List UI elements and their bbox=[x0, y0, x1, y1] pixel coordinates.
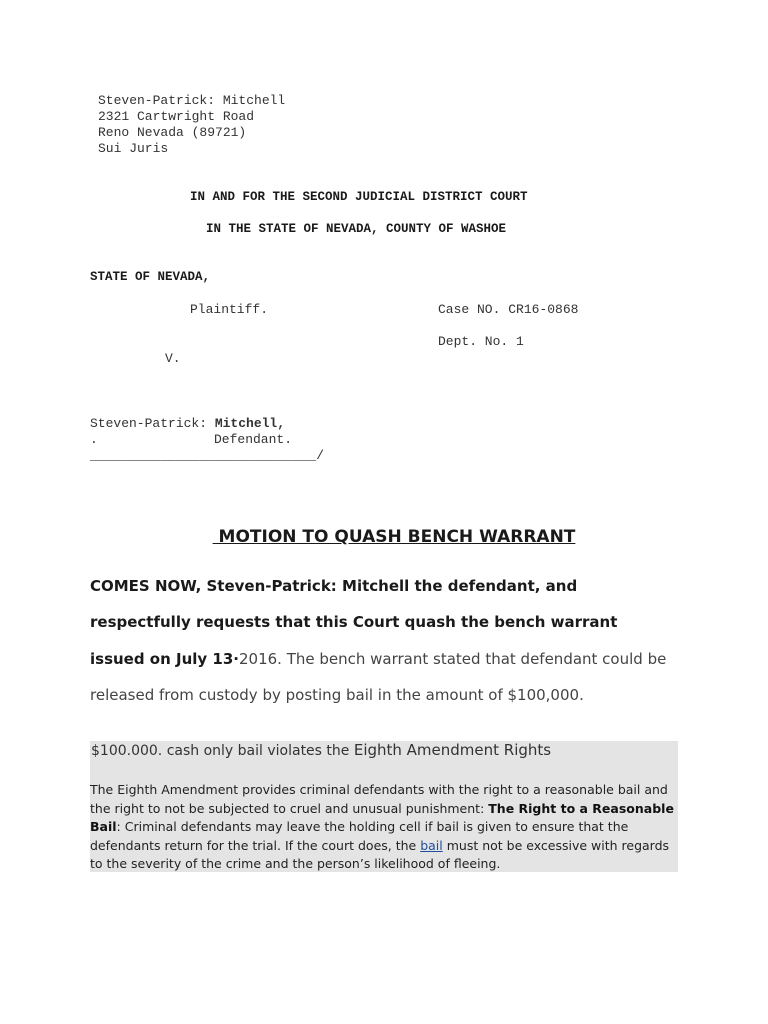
section-paragraph bbox=[90, 781, 680, 874]
plaintiff-name: STATE OF NEVADA, bbox=[90, 270, 211, 284]
body-line-4: released from custody by posting bail in the amount of $100,000. bbox=[90, 686, 584, 704]
address-street: 2321 Cartwright Road bbox=[98, 109, 255, 124]
defendant-surname: Mitchell, bbox=[214, 416, 286, 431]
department-number: Dept. No. 1 bbox=[438, 334, 524, 349]
body-line-3 bbox=[90, 650, 666, 668]
bail-link[interactable]: bail bbox=[420, 837, 443, 853]
body-line-3-date: issued on July 13 bbox=[90, 650, 234, 668]
motion-title: MOTION TO QUASH BENCH WARRANT bbox=[212, 527, 576, 547]
defendant-name-prefix: Steven-Patrick: bbox=[90, 416, 215, 431]
defendant-marker: . bbox=[90, 432, 98, 447]
court-heading-line-1: IN AND FOR THE SECOND JUDICIAL DISTRICT COURT bbox=[190, 190, 528, 204]
case-number: Case NO. CR16-0868 bbox=[438, 302, 579, 317]
defendant-role: Defendant. bbox=[214, 432, 293, 447]
section-paragraph-part-3: must not be excessive with regards to the severity of the crime and the person’s likelihood of fleeing. bbox=[90, 837, 670, 871]
section-heading-emphasis: Eighth Amendment Rights bbox=[353, 741, 552, 759]
address-status: Sui Juris bbox=[98, 141, 169, 156]
section-heading bbox=[91, 741, 551, 759]
section-paragraph-part-2: : Criminal defendants may leave the holding cell if bail is given to ensure that the defendants return for the trial. If the court does, the bbox=[90, 819, 629, 853]
versus-label: V. bbox=[165, 351, 181, 366]
court-heading-line-2: IN THE STATE OF NEVADA, COUNTY OF WASHOE bbox=[206, 222, 507, 236]
body-line-1: COMES NOW, Steven-Patrick: Mitchell the defendant, and bbox=[90, 577, 578, 595]
body-line-3-rest: 2016. The bench warrant stated that defendant could be bbox=[239, 650, 667, 668]
body-line-2: respectfully requests that this Court quash the bench warrant bbox=[90, 613, 618, 631]
section-paragraph-bold: The Right to a Reasonable Bail bbox=[90, 800, 674, 834]
address-name: Steven-Patrick: Mitchell bbox=[98, 93, 286, 108]
section-heading-prefix: $100.000. cash only bail violates the bbox=[91, 743, 354, 759]
plaintiff-role: Plaintiff. bbox=[190, 302, 269, 317]
caption-rule-line: _____________________________/ bbox=[90, 448, 325, 463]
section-paragraph-part-1: The Eighth Amendment provides criminal defendants with the right to a reasonable bail and the right to not be subjected to cruel and unusual punishment: bbox=[90, 782, 668, 816]
defendant-name bbox=[90, 416, 285, 431]
body-line-3-dot: · bbox=[233, 650, 239, 668]
address-city: Reno Nevada (89721) bbox=[98, 125, 247, 140]
